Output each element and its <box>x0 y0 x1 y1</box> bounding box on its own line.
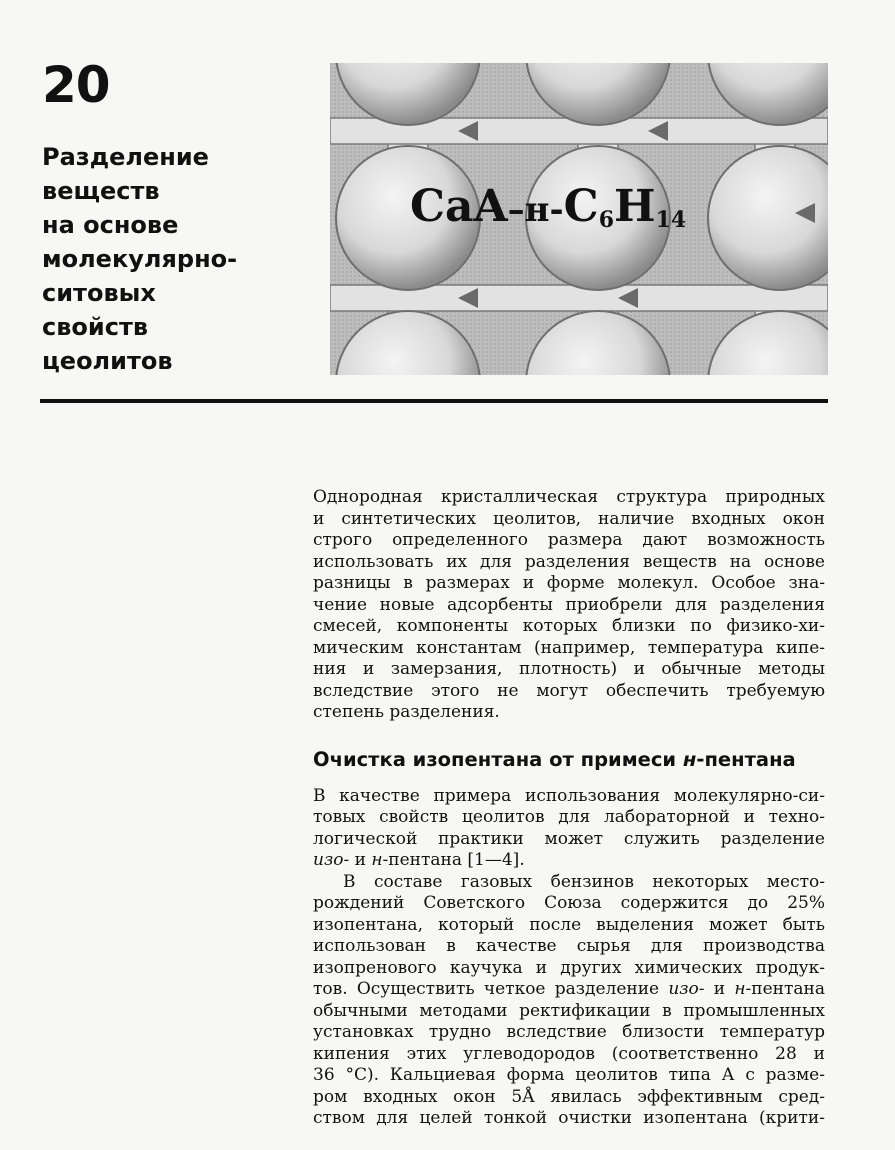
italic-term: изо- <box>668 979 705 999</box>
text-line: рождений Советского Союза содержится до 25% <box>313 893 825 913</box>
italic-term: н <box>734 979 746 999</box>
text-line: изопентана, который после выделения может быть <box>313 914 825 935</box>
section-heading-text: Очистка изопентана от примеси <box>313 747 683 771</box>
text-line: изопренового каучука и других химических продук- <box>313 957 825 978</box>
chapter-title-line: на основе <box>42 211 179 239</box>
formula-carbon-subscript: 6 <box>598 207 615 233</box>
header-divider <box>40 399 828 403</box>
text-line: установках трудно вследствие близости температур <box>313 1022 825 1042</box>
section-heading <box>313 748 825 772</box>
text-fragment: тов. Осуществить четкое разделение <box>313 979 669 999</box>
text-line <box>313 850 825 872</box>
chapter-title-line: ситовых <box>42 279 156 307</box>
text-line: ром входных окон 5Å явилась эффективным сред- <box>313 1086 825 1107</box>
intro-paragraph <box>313 487 825 724</box>
text-line: Однородная кристаллическая структура природных <box>313 487 825 507</box>
text-line: В качестве примера использования молекулярно-си- <box>313 785 825 806</box>
text-fragment: и <box>349 850 372 870</box>
text-line: обычными методами ректификации в промышленных <box>313 1000 825 1021</box>
chapter-number: 20 <box>42 56 110 114</box>
formula-carbon: C <box>563 181 599 232</box>
text-line: строго определенного размера дают возможность <box>313 530 825 550</box>
chapter-title-line: веществ <box>42 177 160 205</box>
section-heading-text: -пентана <box>696 747 796 771</box>
section-heading-italic: н <box>682 747 697 771</box>
chapter-title-line: свойств <box>42 313 149 341</box>
text-line: вследствие этого не могут обеспечить требуемую <box>313 680 825 701</box>
formula-hydrogen: H <box>614 181 656 232</box>
chapter-title-line: цеолитов <box>42 347 173 375</box>
text-line: и синтетических цеолитов, наличие входных окон <box>313 508 825 529</box>
text-line: использован в качестве сырья для производства <box>313 936 825 956</box>
text-line: степень разделения. <box>313 702 500 722</box>
formula-label <box>410 181 687 233</box>
text-line: разницы в размерах и форме молекул. Особое зна- <box>313 573 825 593</box>
text-line: ния и замерзания, плотность) и обычные методы <box>313 659 825 679</box>
italic-term: н <box>371 850 383 870</box>
chapter-title-line: молекулярно- <box>42 245 238 273</box>
text-line: В составе газовых бензинов некоторых место- <box>343 871 825 892</box>
formula-caa: CaA <box>410 181 508 232</box>
text-line: ством для целей тонкой очистки изопентана (крити- <box>313 1108 825 1128</box>
text-fragment: -пентана [1—4]. <box>382 850 525 870</box>
text-line: чение новые адсорбенты приобрели для разделения <box>313 594 825 615</box>
paragraph <box>313 786 825 872</box>
text-line: мическим константам (например, температура кипе- <box>313 637 825 658</box>
text-line: товых свойств цеолитов для лабораторной и техно- <box>313 807 825 827</box>
paragraph <box>313 872 825 1130</box>
chapter-title-line: Разделение <box>42 143 209 171</box>
text-line: логической практики может служить разделение <box>313 828 825 849</box>
text-fragment: и <box>704 979 735 999</box>
formula-hydrogen-subscript: 14 <box>655 207 687 233</box>
text-fragment: -пентана <box>745 979 825 999</box>
italic-term: изо- <box>313 850 350 870</box>
zeolite-illustration <box>330 63 828 375</box>
text-line <box>313 979 825 1001</box>
body-text <box>313 487 825 1130</box>
text-line: кипения этих углеводородов (соответственно 28 и <box>313 1043 825 1064</box>
formula-n-prefix: –н- <box>507 190 564 230</box>
chapter-title <box>42 140 312 378</box>
text-line: 36 °С). Кальциевая форма цеолитов типа А с разме- <box>313 1065 825 1085</box>
text-line: использовать их для разделения веществ на основе <box>313 551 825 572</box>
text-line: смесей, компоненты которых близки по физико-хи- <box>313 616 825 636</box>
